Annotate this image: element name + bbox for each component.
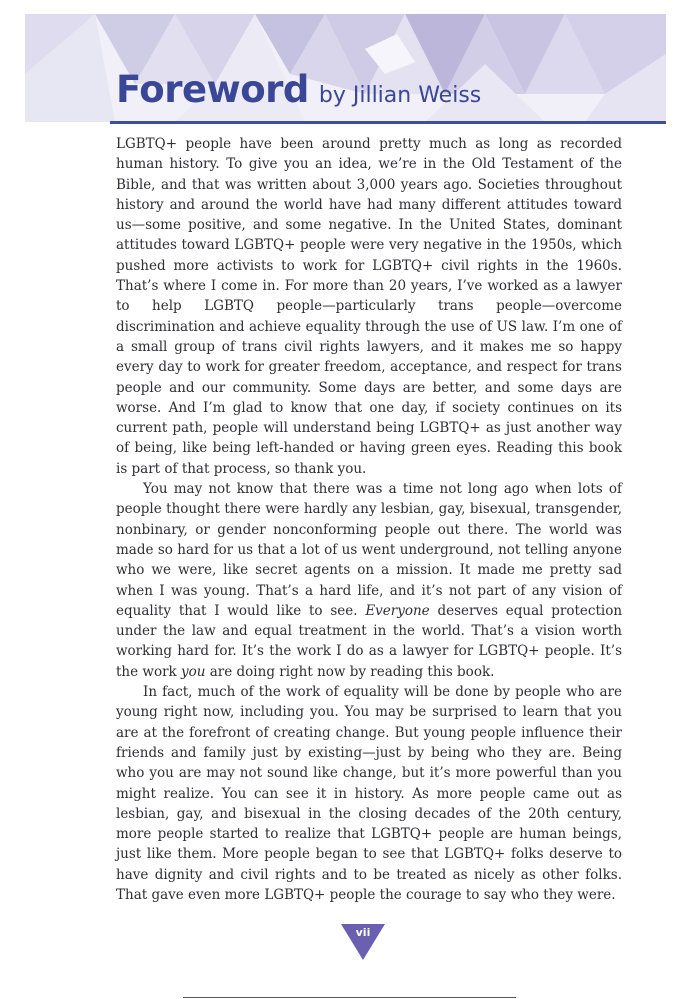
paragraph-1: LGBTQ+ people have been around pretty much as long as recorded human history. To give you an idea, we’re in the Old Testament of the Bible, and that was written about 3,000 years ago. Societies throughout history and around the world have had many different attitudes toward us—some positive, and some negative. In the United States, dominant attitudes toward LGBTQ+ people were very negative in the 1950s, which pushed more activists to work for LGBTQ+ civil rights in the 1960s. That’s where I come in. For more than 20 years, I’ve worked as a lawyer to help LGBTQ people—particularly trans people—overcome discrimination and achieve equality through the use of US law. I’m one of a small group of trans civil rights lawyers, and it makes me so happy every day to work for greater freedom, acceptance, and respect for trans people and our community. Some days are better, and some days are worse. And I’m glad to know that one day, if society continues on its current path, people will understand being LGBTQ+ as just another way of being, like being left-handed or having green eyes. Reading this book is part of that process, so thank you. — [116, 136, 622, 477]
emphasis-you: you — [181, 663, 206, 680]
page-number: vii — [355, 926, 371, 939]
header-rule — [110, 121, 666, 124]
title-text: Foreword — [116, 68, 309, 111]
paragraph-2-part-b: deserves equal protection under the law and equal treatment in the world. That’s a vision worth working hard for. It’s the work I do as a lawyer for LGBTQ+ people. It’s the work — [116, 602, 623, 680]
emphasis-everyone: Everyone — [365, 602, 430, 619]
page-title — [116, 68, 481, 111]
paragraph-3: In fact, much of the work of equality will be done by people who are young right now, including you. You may be surprised to learn that you are at the forefront of creating change. But young people influence their friends and family just by existing—just by being who they are. Being who you are may not sound like change, but it’s more powerful than you might realize. You can see it in history. As more people came out as lesbian, gay, and bisexual in the closing decades of the 20th century, more people started to realize that LGBTQ+ people are human beings, just like them. More people began to see that LGBTQ+ folks deserve to have dignity and civil rights and to be treated as nicely as other folks. That gave even more LGBTQ+ people the courage to say who they were. — [116, 684, 622, 903]
body-text — [116, 134, 622, 905]
byline: by Jillian Weiss — [318, 83, 482, 108]
paragraph-2-part-c: are doing right now by reading this book. — [205, 663, 495, 680]
paragraph-2 — [116, 479, 622, 682]
bottom-rule — [183, 997, 516, 998]
paragraph-2-part-a: You may not know that there was a time not long ago when lots of people thought there were hardly any lesbian, gay, bisexual, transgender, nonbinary, or gender nonconforming people out there. The world was made so hard for us that a lot of us went underground, not telling anyone who we were, like secret agents on a mission. It made me pretty sad when I was young. That’s a hard life, and it’s not part of any vision of equality that I would like to see. — [116, 481, 622, 619]
